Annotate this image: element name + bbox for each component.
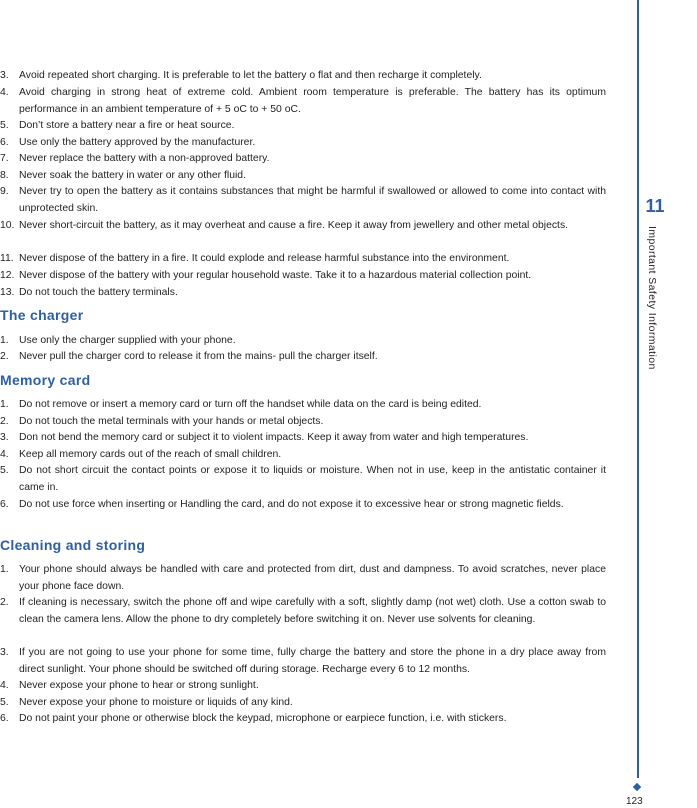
item-number: 3. (0, 432, 9, 443)
item-number: 8. (0, 170, 9, 181)
item-text: Do not paint your phone or otherwise block the keypad, microphone or earpiece function, i.e. with stickers. (19, 713, 507, 724)
list-item (0, 134, 606, 151)
list-item (0, 446, 606, 463)
list-item (0, 413, 606, 430)
list-item (0, 150, 606, 167)
item-text: Keep all memory cards out of the reach of small children. (19, 449, 282, 460)
list-item (0, 167, 606, 184)
item-text: Never dispose of the battery with your regular household waste. Take it to a hazardous material collection point. (19, 270, 532, 281)
item-text: Never expose your phone to hear or strong sunlight. (19, 680, 259, 691)
diamond-marker-icon (633, 783, 641, 791)
list-item (0, 644, 606, 678)
item-text: Never pull the charger cord to release it from the mains- pull the charger itself. (19, 351, 378, 362)
item-text: Do not touch the battery terminals. (19, 287, 178, 298)
list-item (0, 677, 606, 694)
list-item (0, 348, 606, 365)
item-number: 6. (0, 499, 9, 510)
item-number: 4. (0, 680, 9, 691)
list-item (0, 710, 606, 727)
item-number: 7. (0, 153, 9, 164)
list-item (0, 396, 606, 413)
item-number: 3. (0, 647, 9, 658)
item-number: 11. (0, 253, 14, 264)
item-text: Use only the charger supplied with your phone. (19, 335, 236, 346)
section-title-charger: The charger (0, 307, 84, 323)
item-number: 2. (0, 351, 9, 362)
item-number: 13. (0, 287, 15, 298)
list-item (0, 67, 606, 84)
item-text: If cleaning is necessary, switch the phone off and wipe carefully with a soft, slightly damp (not wet) cloth. Use a cotton swab to clean the camera lens. Allow the phone to dry completely before switching it on. Never use solvents for cleaning. (19, 597, 606, 625)
list-item (0, 217, 606, 234)
list-item (0, 462, 606, 496)
item-number: 6. (0, 137, 9, 148)
item-text: Use only the battery approved by the manufacturer. (19, 137, 256, 148)
item-text: Never soak the battery in water or any other fluid. (19, 170, 246, 181)
sidebar-rule (637, 0, 639, 778)
item-number: 10. (0, 220, 15, 231)
item-number: 5. (0, 465, 9, 476)
item-number: 3. (0, 70, 9, 81)
item-text: Do not remove or insert a memory card or turn off the handset while data on the card is being edited. (19, 399, 482, 410)
list-item (0, 561, 606, 595)
section-title-cleaning: Cleaning and storing (0, 537, 146, 553)
item-text: If you are not going to use your phone for some time, fully charge the battery and store the phone in a dry place away from direct sunlight. Your phone should be switched off during storage. Recharge every 6 to 12 months. (19, 647, 606, 675)
list-item (0, 117, 606, 134)
item-text: Don’t store a battery near a fire or heat source. (19, 120, 235, 131)
item-text: Never expose your phone to moisture or liquids of any kind. (19, 697, 293, 708)
section-title-memory-card: Memory card (0, 372, 91, 388)
item-text: Do not use force when inserting or Handling the card, and do not expose it to excessive hear or strong magnetic fields. (19, 499, 564, 510)
list-item (0, 84, 606, 118)
page-number: 123 (626, 796, 643, 807)
list-item (0, 284, 606, 301)
list-item (0, 694, 606, 711)
item-number: 1. (0, 335, 9, 346)
item-text: Avoid repeated short charging. It is preferable to let the battery o flat and then recharge it completely. (19, 70, 482, 81)
item-text: Your phone should always be handled with care and protected from dirt, dust and dampness. To avoid scratches, never place your phone face down. (19, 564, 606, 592)
item-number: 5. (0, 697, 9, 708)
item-number: 12. (0, 270, 15, 281)
item-number: 5. (0, 120, 9, 131)
chapter-title: Important Safety Information (646, 226, 658, 370)
item-text: Never try to open the battery as it contains substances that might be harmful if swallowed or allowed to come into contact with unprotected skin. (19, 186, 606, 214)
item-number: 2. (0, 416, 9, 427)
item-number: 4. (0, 87, 9, 98)
list-item (0, 594, 606, 628)
item-text: Avoid charging in strong heat of extreme cold. Ambient room temperature is preferable. The battery has its optimum performance in an ambient temperature of + 5 oC to + 50 oC. (19, 87, 606, 115)
item-number: 2. (0, 597, 9, 608)
list-item (0, 267, 606, 284)
list-item (0, 250, 606, 267)
item-number: 1. (0, 399, 9, 410)
item-text: Don not bend the memory card or subject it to violent impacts. Keep it away from water and high temperatures. (19, 432, 529, 443)
item-text: Do not short circuit the contact points or expose it to liquids or moisture. When not in use, keep in the antistatic container it came in. (19, 465, 606, 493)
item-text: Never replace the battery with a non-approved battery. (19, 153, 270, 164)
item-text: Never short-circuit the battery, as it may overheat and cause a fire. Keep it away from jewellery and other metal objects. (19, 220, 569, 231)
item-text: Never dispose of the battery in a fire. It could explode and release harmful substance into the environment. (19, 253, 510, 264)
item-number: 1. (0, 564, 9, 575)
item-number: 6. (0, 713, 9, 724)
item-text: Do not touch the metal terminals with your hands or metal objects. (19, 416, 324, 427)
list-item (0, 183, 606, 217)
chapter-number: 11 (645, 196, 665, 216)
item-number: 9. (0, 186, 9, 197)
item-number: 4. (0, 449, 9, 460)
list-item (0, 496, 606, 513)
list-item (0, 429, 606, 446)
list-item (0, 332, 606, 349)
